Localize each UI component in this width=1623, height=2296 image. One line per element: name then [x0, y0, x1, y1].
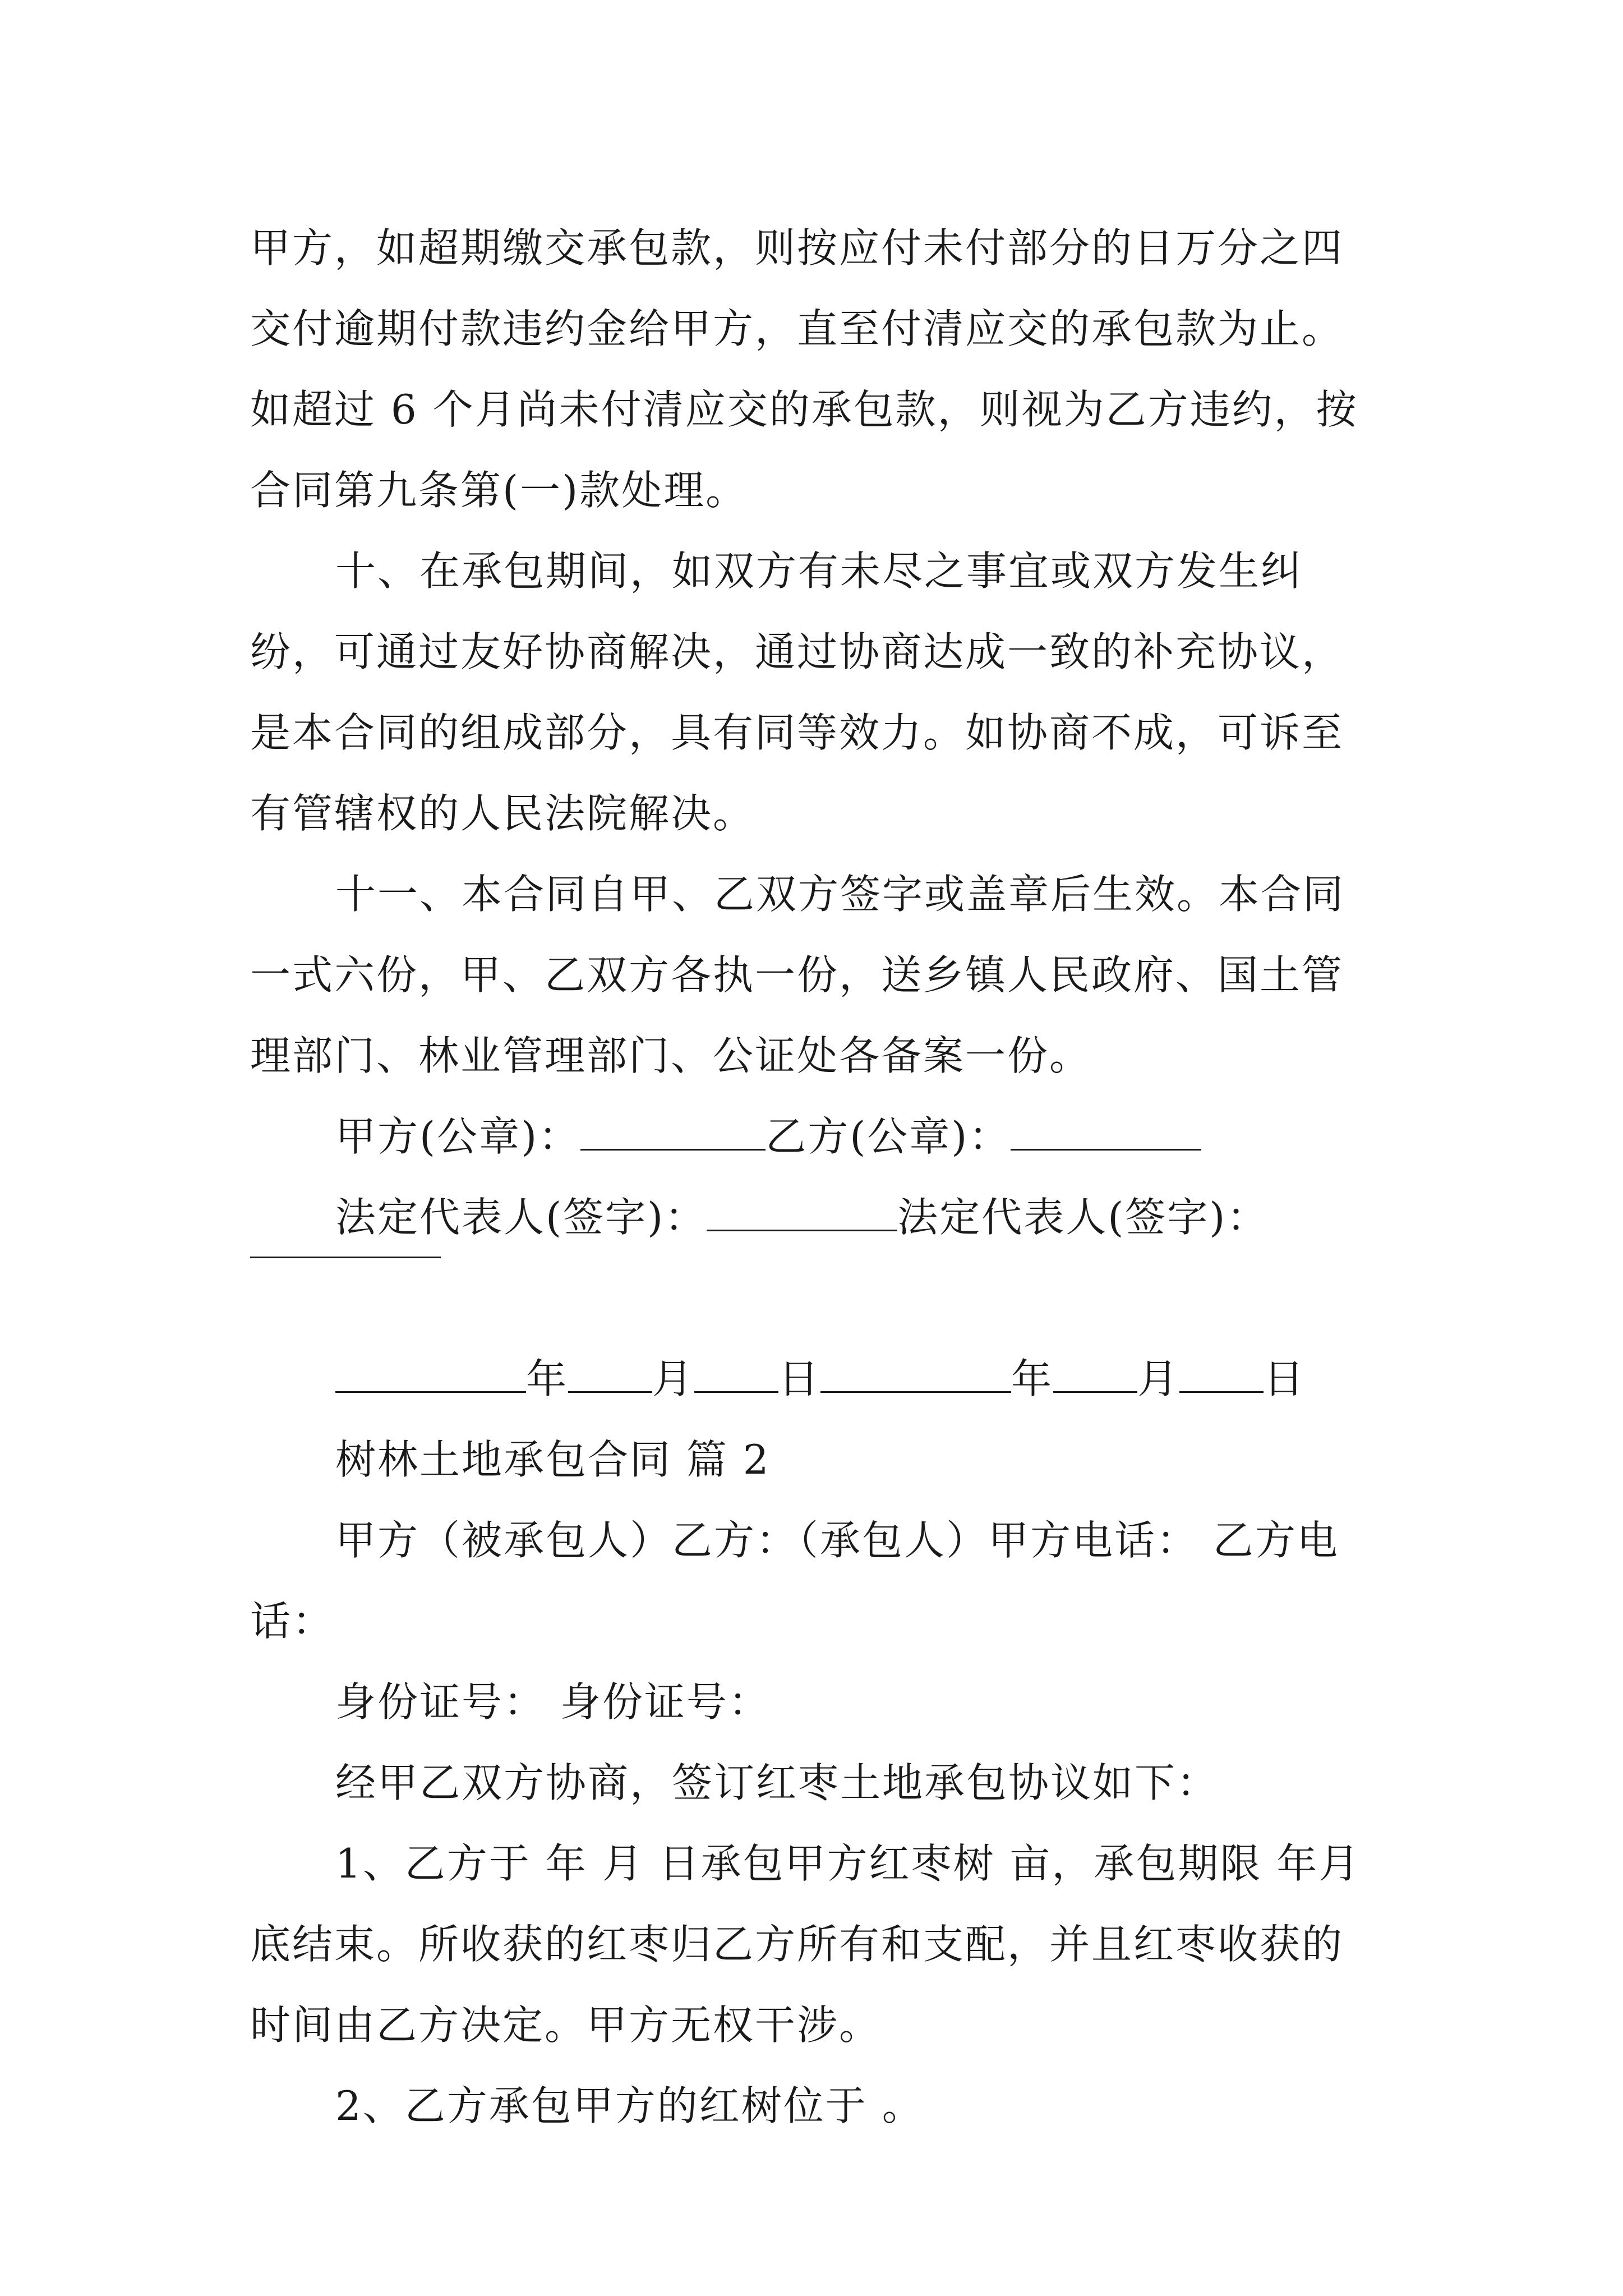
date-line — [250, 1338, 1383, 1419]
month-a-label: 月 — [652, 1355, 695, 1402]
paragraph-agreement-intro: 经甲乙双方协商，签订红枣土地承包协议如下： — [335, 1759, 1219, 1806]
representative-signature-line — [250, 1177, 1383, 1258]
year-a-blank — [335, 1352, 526, 1393]
year-b-label: 年 — [1011, 1355, 1054, 1402]
paragraph-id-numbers: 身份证号： 身份证号： — [335, 1678, 771, 1726]
month-a-blank — [568, 1352, 652, 1393]
party-b-seal-blank — [1011, 1110, 1201, 1151]
paragraph-clause-10: 十、在承包期间，如双方有未尽之事宜或双方发生纠纷，可通过友好协商解决，通过协商达成一致的补充协议，是本合同的组成部分，具有同等效力。如协商不成，可诉至有管辖权的人民法院解决。 — [250, 547, 1344, 837]
section-title: 树林土地承包合同 篇 2 — [335, 1436, 771, 1483]
party-b-seal-label: 乙方(公章)： — [766, 1113, 1011, 1160]
party-a-seal-blank — [580, 1110, 766, 1151]
day-a-blank — [694, 1352, 778, 1393]
year-b-blank — [820, 1352, 1011, 1393]
paragraph-item-2: 2、乙方承包甲方的红树位于 。 — [335, 2082, 924, 2129]
paragraph-parties: 甲方（被承包人）乙方：（承包人）甲方电话： 乙方电话： — [250, 1517, 1339, 1645]
party-a-seal-label: 甲方(公章)： — [335, 1113, 581, 1160]
document-body — [250, 208, 1383, 2146]
day-b-blank — [1179, 1352, 1264, 1393]
month-b-label: 月 — [1137, 1355, 1180, 1402]
party-a-rep-label: 法定代表人(签字)： — [335, 1194, 707, 1241]
paragraph-late-payment: 甲方，如超期缴交承包款，则按应付未付部分的日万分之四交付逾期付款违约金给甲方，直至付清应交的承包款为止。如超过 6 个月尚未付清应交的承包款，则视为乙方违约，按合同第九条第(一)款处理。 — [250, 224, 1358, 514]
month-b-blank — [1053, 1352, 1137, 1393]
signature-seal-line — [250, 1096, 1383, 1177]
day-b-label: 日 — [1264, 1355, 1306, 1402]
wrapped-signature-blank — [250, 1257, 441, 1258]
year-a-label: 年 — [526, 1355, 569, 1402]
spacer — [250, 1258, 1383, 1338]
party-b-rep-label: 法定代表人(签字)： — [897, 1194, 1269, 1241]
party-a-rep-blank — [707, 1190, 897, 1231]
paragraph-clause-11: 十一、本合同自甲、乙双方签字或盖章后生效。本合同一式六份，甲、乙双方各执一份，送乡镇人民政府、国土管理部门、林业管理部门、公证处各备案一份。 — [250, 871, 1345, 1079]
day-a-label: 日 — [778, 1355, 821, 1402]
paragraph-item-1: 1、乙方于 年 月 日承包甲方红枣树 亩，承包期限 年月底结束。所收获的红枣归乙方所有和支配，并且红枣收获的时间由乙方决定。甲方无权干涉。 — [250, 1840, 1361, 2049]
